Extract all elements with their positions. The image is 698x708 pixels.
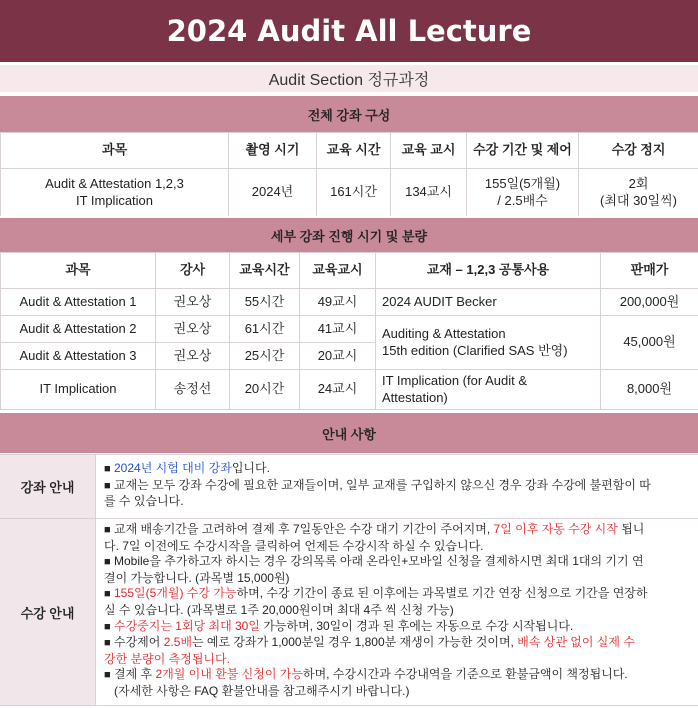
overview-row — [1, 169, 698, 217]
row-teacher: 권오상 — [156, 343, 230, 370]
row-book: Auditing & Attestation 15th edition (Clarified SAS 반영) — [376, 316, 601, 370]
detail-header-teacher: 강사 — [156, 253, 230, 289]
row-sessions: 24교시 — [300, 370, 376, 410]
lecture-notice-section — [0, 454, 698, 518]
row-sessions: 49교시 — [300, 289, 376, 316]
table-row — [1, 289, 698, 316]
table-row — [1, 370, 698, 410]
overview-year: 2024년 — [229, 169, 317, 217]
header-year: 촬영 시기 — [229, 133, 317, 169]
detail-header-sessions: 교육교시 — [300, 253, 376, 289]
list-item: ■ 155일(5개월) 수강 가능하며, 수강 기간이 종료 된 이후에는 과목별로 기간 연장 신청으로 기간을 연장하 실 수 있습니다. (과목별로 1주 20,000원이며 최대 4주 씩 신청 가능) — [104, 586, 648, 617]
detail-header-row — [1, 253, 698, 289]
overview-header-row — [1, 133, 698, 169]
overview-sessions: 134교시 — [391, 169, 467, 217]
list-item: ■ Mobile을 추가하고자 하시는 경우 강의목록 아래 온라인+모바일 신청을 결제하시면 최대 1대의 기기 연 결이 가능합니다. (과목별 15,000원) — [104, 554, 644, 585]
row-price: 8,000원 — [601, 370, 698, 410]
notice-heading: 안내 사항 — [0, 411, 698, 453]
list-item: ■ 수강제어 2.5배는 예로 강좌가 1,000분일 경우 1,800분 재생이 가능한 것이며, 배속 상관 없이 실제 수 강한 분량이 측정됩니다. — [104, 635, 635, 666]
row-subject: Audit & Attestation 2 — [1, 316, 156, 343]
header-hours: 교육 시간 — [317, 133, 391, 169]
lecture-notice-label: 강좌 안내 — [0, 455, 96, 518]
detail-header-book: 교재 – 1,2,3 공통사용 — [376, 253, 601, 289]
row-hours: 20시간 — [230, 370, 300, 410]
list-item: ■ 교재는 모두 강좌 수강에 필요한 교재들이며, 일부 교재를 구입하지 않으신 경우 강좌 수강에 불편함이 따 를 수 있습니다. — [104, 477, 651, 509]
header-period: 수강 기간 및 제어 — [467, 133, 579, 169]
detail-header-hours: 교육시간 — [230, 253, 300, 289]
detail-table — [0, 252, 698, 410]
list-item: ■ 수강중지는 1회당 최대 30일 가능하며, 30일이 경과 된 후에는 자동으로 수강 시작됩니다. — [104, 618, 574, 633]
row-subject: Audit & Attestation 1 — [1, 289, 156, 316]
row-price: 200,000원 — [601, 289, 698, 316]
enroll-notice-section — [0, 518, 698, 706]
row-teacher: 권오상 — [156, 289, 230, 316]
row-sessions: 41교시 — [300, 316, 376, 343]
overview-subject: Audit & Attestation 1,2,3 IT Implication — [1, 169, 229, 217]
overview-pause: 2회 (최대 30일씩) — [579, 169, 698, 217]
row-teacher: 송정선 — [156, 370, 230, 410]
row-hours: 55시간 — [230, 289, 300, 316]
row-sessions: 20교시 — [300, 343, 376, 370]
header-sessions: 교육 교시 — [391, 133, 467, 169]
header-subject: 과목 — [1, 133, 229, 169]
row-subject: IT Implication — [1, 370, 156, 410]
enroll-notice-label: 수강 안내 — [0, 519, 96, 705]
table-row — [1, 316, 698, 343]
list-item: ■ 2024년 시험 대비 강좌입니다. — [104, 461, 270, 475]
list-item: ■ 결제 후 2개월 이내 환불 신청이 가능하며, 수강시간과 수강내역을 기준으로 환불금액이 책정됩니다. (자세한 사항은 FAQ 환불안내를 참고해주시기 바랍니다.) — [104, 667, 628, 698]
row-hours: 61시간 — [230, 316, 300, 343]
detail-header-price: 판매가 — [601, 253, 698, 289]
row-teacher: 권오상 — [156, 316, 230, 343]
row-hours: 25시간 — [230, 343, 300, 370]
detail-heading: 세부 강좌 진행 시기 및 분량 — [0, 216, 698, 252]
row-subject: Audit & Attestation 3 — [1, 343, 156, 370]
overview-heading: 전체 강좌 구성 — [0, 94, 698, 132]
row-book: 2024 AUDIT Becker — [376, 289, 601, 316]
lecture-notice-body — [96, 455, 698, 518]
page-title: 2024 Audit All Lecture — [0, 0, 698, 62]
section-subtitle: Audit Section 정규과정 — [0, 62, 698, 92]
list-item: ■ 교재 배송기간을 고려하여 결제 후 7일동안은 수강 대기 기간이 주어지며, 7일 이후 자동 수강 시작 됩니 다. 7일 이전에도 수강시작을 클릭하여 언제든 수강시작 하실 수 있습니다. — [104, 522, 645, 553]
overview-table — [0, 132, 698, 217]
detail-header-subject: 과목 — [1, 253, 156, 289]
overview-period: 155일(5개월) / 2.5배수 — [467, 169, 579, 217]
header-pause: 수강 정지 — [579, 133, 698, 169]
overview-hours: 161시간 — [317, 169, 391, 217]
enroll-notice-body — [96, 519, 698, 705]
row-price: 45,000원 — [601, 316, 698, 370]
row-book: IT Implication (for Audit & Attestation) — [376, 370, 601, 410]
